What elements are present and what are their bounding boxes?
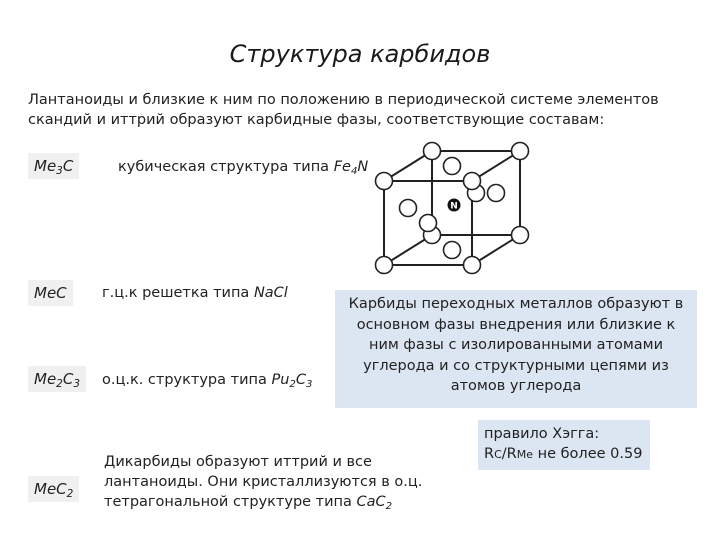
dicarbides-text (104, 452, 444, 512)
intro-line-1: Лантаноиды и близкие к ним по положению в периодической системе элементов (28, 92, 659, 108)
formula-me3c: $Me_3C$ (28, 153, 79, 179)
carbides-info-box (335, 290, 697, 408)
carbides-line-3: ним фазы с изолированными атомами (368, 337, 664, 353)
formula-mec: MeC (28, 280, 73, 306)
desc-me3c: кубическая структура типа $Fe_4N$ (118, 159, 369, 177)
desc-me2c3: о.ц.к. структура типа $Pu_2C_3$ (102, 372, 313, 390)
hagg-rule-box (478, 420, 650, 470)
carbides-line-4: углерода и со структурными цепями из (363, 357, 669, 374)
dicarbides-line-1: Дикарбиды образуют иттрий и все (104, 454, 372, 470)
formula-mec2: MeC$_2$ (28, 476, 79, 502)
crystal-structure-diagram (370, 135, 530, 275)
carbides-line-2: основном фазы внедрения или близкие к (356, 316, 676, 333)
desc-mec: г.ц.к решетка типа NaCl (102, 285, 288, 301)
hagg-rule-formula: RC/RMe не более 0.59 (484, 446, 643, 462)
page-title: Структура карбидов (229, 40, 491, 68)
intro-text (28, 90, 688, 130)
nitrogen-label: N (450, 201, 458, 212)
formula-me2c3: $Me_2C_3$ (28, 366, 86, 392)
carbides-line-1: Карбиды переходных металлов образуют в (348, 296, 684, 312)
dicarbides-line-2: лантаноиды. Они кристаллизуются в о.ц. (104, 474, 423, 490)
carbides-line-5: атомов углерода (450, 378, 582, 394)
intro-line-2: скандий и иттрий образуют карбидные фазы, соответствующие составам: (28, 112, 605, 128)
hagg-rule-title: правило Хэгга: (484, 426, 600, 442)
dicarbides-line-3: тетрагональной структуре типа CaC$_2$ (104, 494, 393, 512)
